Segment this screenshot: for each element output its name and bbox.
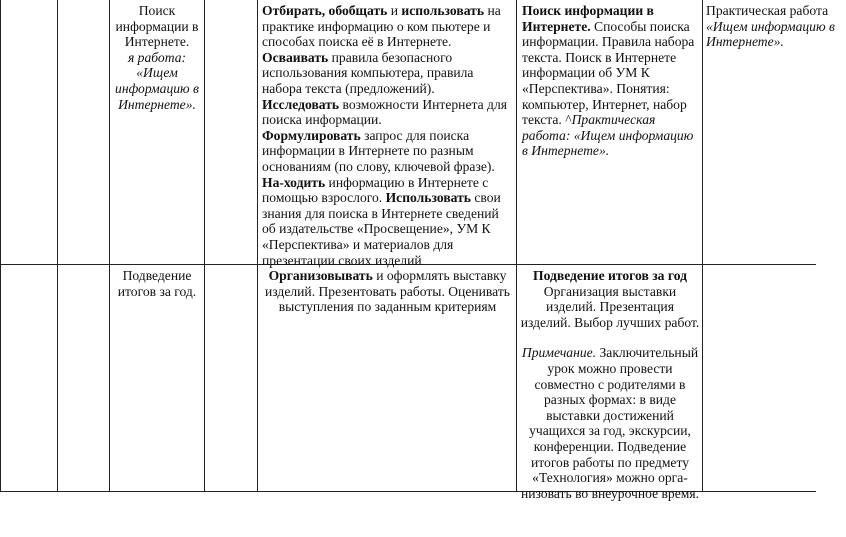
topic-line: Поиск — [138, 3, 176, 18]
content-note: Примечание. Заключительный урок можно провести совместно с родителями в разных формах: в виде выставки достижений учащихся за год, экскурсии, конференции. Подведение итогов работы по предмету «Технология» можно орга-низовать во внеурочное время. — [520, 345, 700, 501]
topic-italic-line: Интернете». — [118, 96, 196, 112]
topic-line: информации в — [115, 18, 199, 34]
topic-line: итогов за год. — [117, 283, 197, 299]
table-border-col2 — [109, 0, 110, 492]
content-cell-1 — [522, 3, 698, 159]
topic-cell-2 — [111, 268, 203, 299]
topic-italic-line: «Ищем — [136, 65, 178, 81]
activities-cell-1 — [262, 3, 513, 268]
topic-italic-line: информацию в — [115, 80, 199, 96]
practical-label: Практическая работа — [706, 3, 829, 18]
table-border-col6 — [702, 0, 703, 492]
activities-paragraph: Организовывать и оформлять выставку изделий. Презентовать работы. Оценивать выступления по заданным критериям — [265, 268, 510, 315]
content-cell-2 — [520, 268, 700, 501]
topic-line: Интернете. — [124, 34, 190, 50]
table-border-col4 — [257, 0, 258, 492]
content-paragraph: Подведение итогов за год Организация выставки изделий. Презентация изделий. Выбор лучших работ. — [520, 268, 700, 330]
table-border-col5 — [516, 0, 517, 492]
table-border-col1 — [57, 0, 58, 492]
activities-paragraph: Осваивать правила безопасного использования компьютера, правила набора текста (предложений). Исследовать возможности Интернета для поиска информации. — [262, 49, 507, 128]
table-border-col3 — [204, 0, 205, 492]
practical-title: «Ищем информацию в Интернете». — [706, 18, 835, 50]
topic-cell-1 — [111, 3, 203, 112]
activities-paragraph: Формулировать запрос для поиска информации в Интернете по разным основаниям (по слову, ключевой фразе). На-ходить информацию в Интернете с помощью взрослого. Использовать свои знания для поиска в Интернете сведений об издательстве «Просвещение», УМ К «Перспектива» и материалов для презентации своих изделий — [262, 127, 501, 268]
content-paragraph: Поиск информации в Интернете. Способы поиска информации. Правила набора текста. Поиск в Интернете информации об УМ К «Перспектива». Понятия: компьютер, Интернет, набор текста. ^Практическая работа: «Ищем информацию в Интернете». — [522, 3, 695, 159]
practical-cell-1 — [706, 3, 835, 50]
topic-italic-line: я работа: — [127, 49, 187, 65]
activities-paragraph: Отбирать, обобщать и использовать на практике информацию о ком пьютере и способах поиска её в Интернете. — [262, 3, 501, 50]
topic-line: Подведение — [122, 268, 192, 283]
table-border-left — [0, 0, 1, 492]
activities-cell-2 — [262, 268, 513, 315]
